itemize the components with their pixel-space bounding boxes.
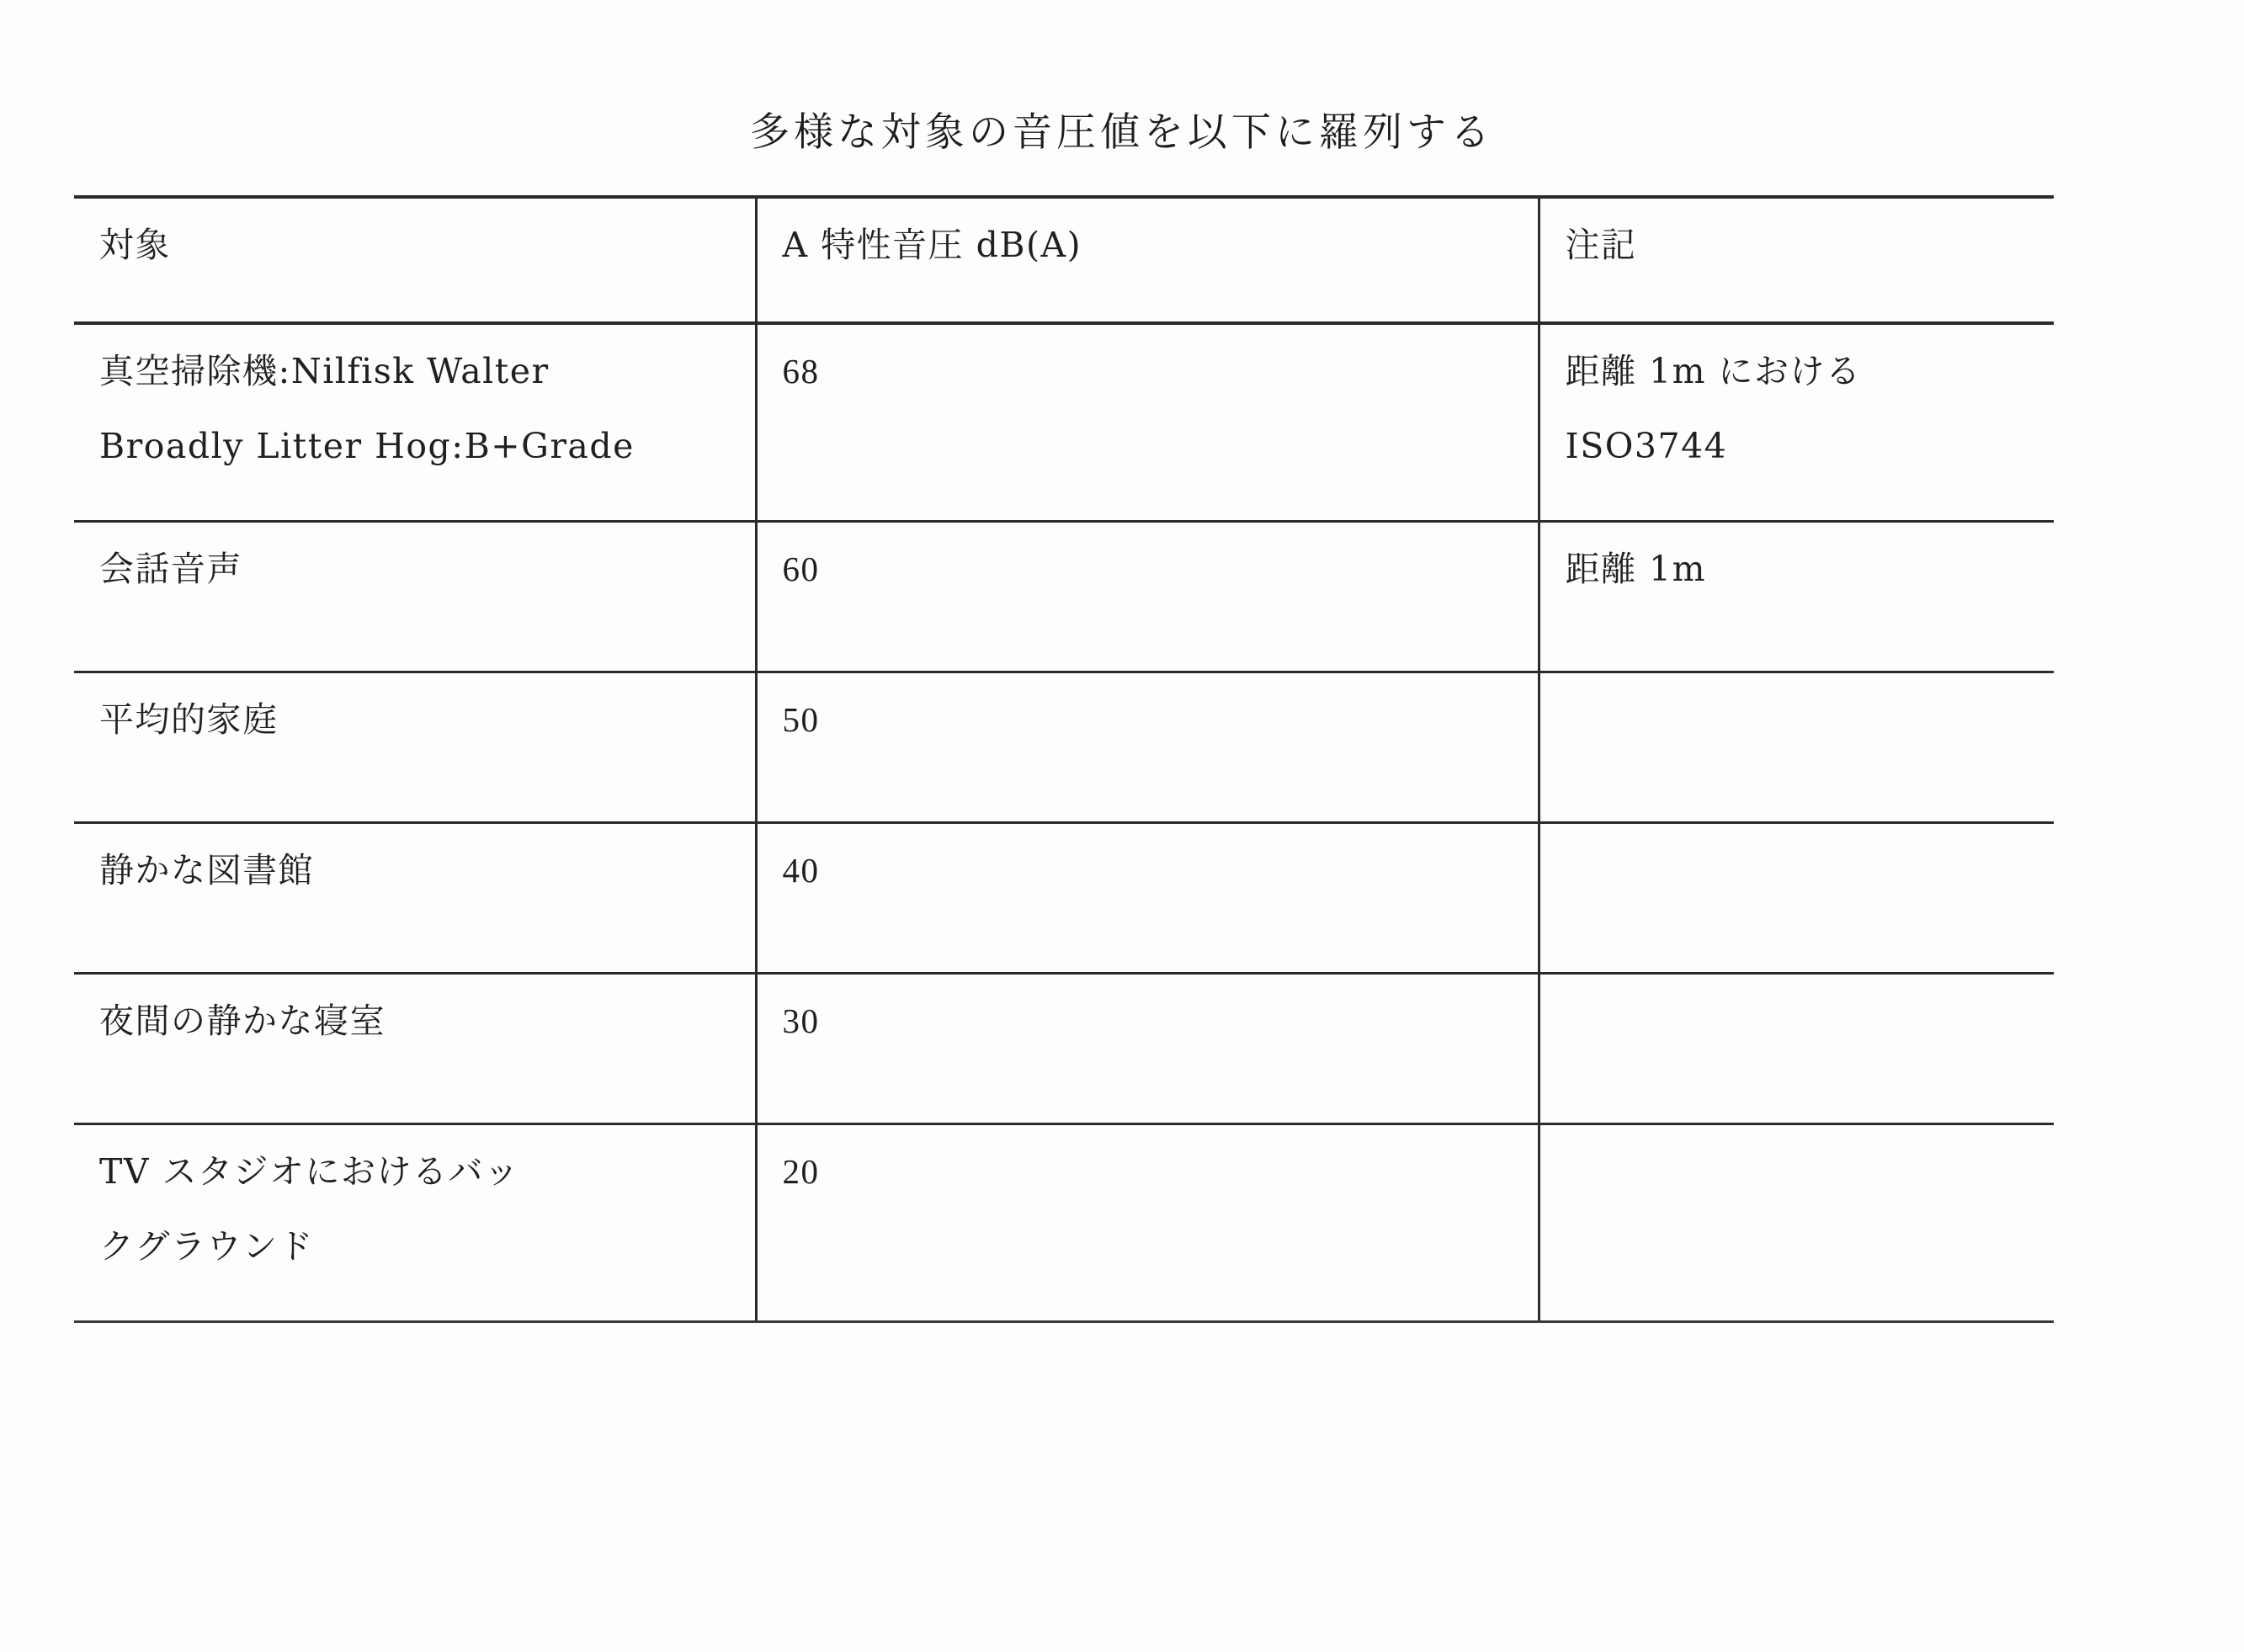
cell-sound-pressure: 20 — [756, 1123, 1539, 1321]
cell-sound-pressure: 68 — [756, 323, 1539, 522]
cell-note — [1539, 521, 2054, 672]
cell-note-line: ISO3744 — [1565, 426, 1728, 467]
cell-note — [1539, 1123, 2054, 1321]
cell-sound-pressure: 30 — [756, 973, 1539, 1123]
cell-sound-pressure: 60 — [756, 521, 1539, 672]
cell-note-line: 距離 1m — [1565, 548, 1706, 589]
sound-pressure-table — [74, 195, 2054, 1323]
table-row — [74, 1123, 2054, 1321]
cell-object-line: 静かな図書館 — [99, 849, 314, 890]
cell-object-line: 夜間の静かな寝室 — [99, 1000, 386, 1041]
sound-pressure-table-container — [74, 195, 2054, 1323]
cell-note-line: 距離 1m における — [1565, 350, 1862, 391]
cell-object — [74, 973, 756, 1123]
column-header-sound-pressure: A 特性音圧 dB(A) — [756, 197, 1539, 323]
cell-object-line: 会話音声 — [99, 548, 242, 589]
cell-object-line: 真空掃除機:Nilfisk Walter — [99, 350, 550, 391]
cell-note — [1539, 973, 2054, 1123]
page-title: 多様な対象の音圧値を以下に羅列する — [750, 109, 1494, 156]
cell-object — [74, 1123, 756, 1321]
cell-object — [74, 521, 756, 672]
table-header-row — [74, 197, 2054, 323]
cell-object-line: Broadly Litter Hog:B+Grade — [99, 426, 635, 467]
cell-object — [74, 822, 756, 973]
cell-object-line: クグラウンド — [99, 1226, 314, 1267]
cell-sound-pressure: 40 — [756, 822, 1539, 973]
cell-note — [1539, 323, 2054, 522]
table-body — [74, 323, 2054, 1322]
cell-object — [74, 672, 756, 822]
column-header-object: 対象 — [74, 197, 756, 323]
cell-note — [1539, 822, 2054, 973]
cell-object-line: TV スタジオにおけるバッ — [99, 1150, 520, 1192]
table-header — [74, 197, 2054, 323]
table-row — [74, 973, 2054, 1123]
table-row — [74, 323, 2054, 522]
table-row — [74, 822, 2054, 973]
cell-object — [74, 323, 756, 522]
cell-sound-pressure: 50 — [756, 672, 1539, 822]
table-row — [74, 521, 2054, 672]
column-header-note: 注記 — [1539, 197, 2054, 323]
cell-note — [1539, 672, 2054, 822]
cell-object-line: 平均的家庭 — [99, 699, 279, 740]
table-row — [74, 672, 2054, 822]
